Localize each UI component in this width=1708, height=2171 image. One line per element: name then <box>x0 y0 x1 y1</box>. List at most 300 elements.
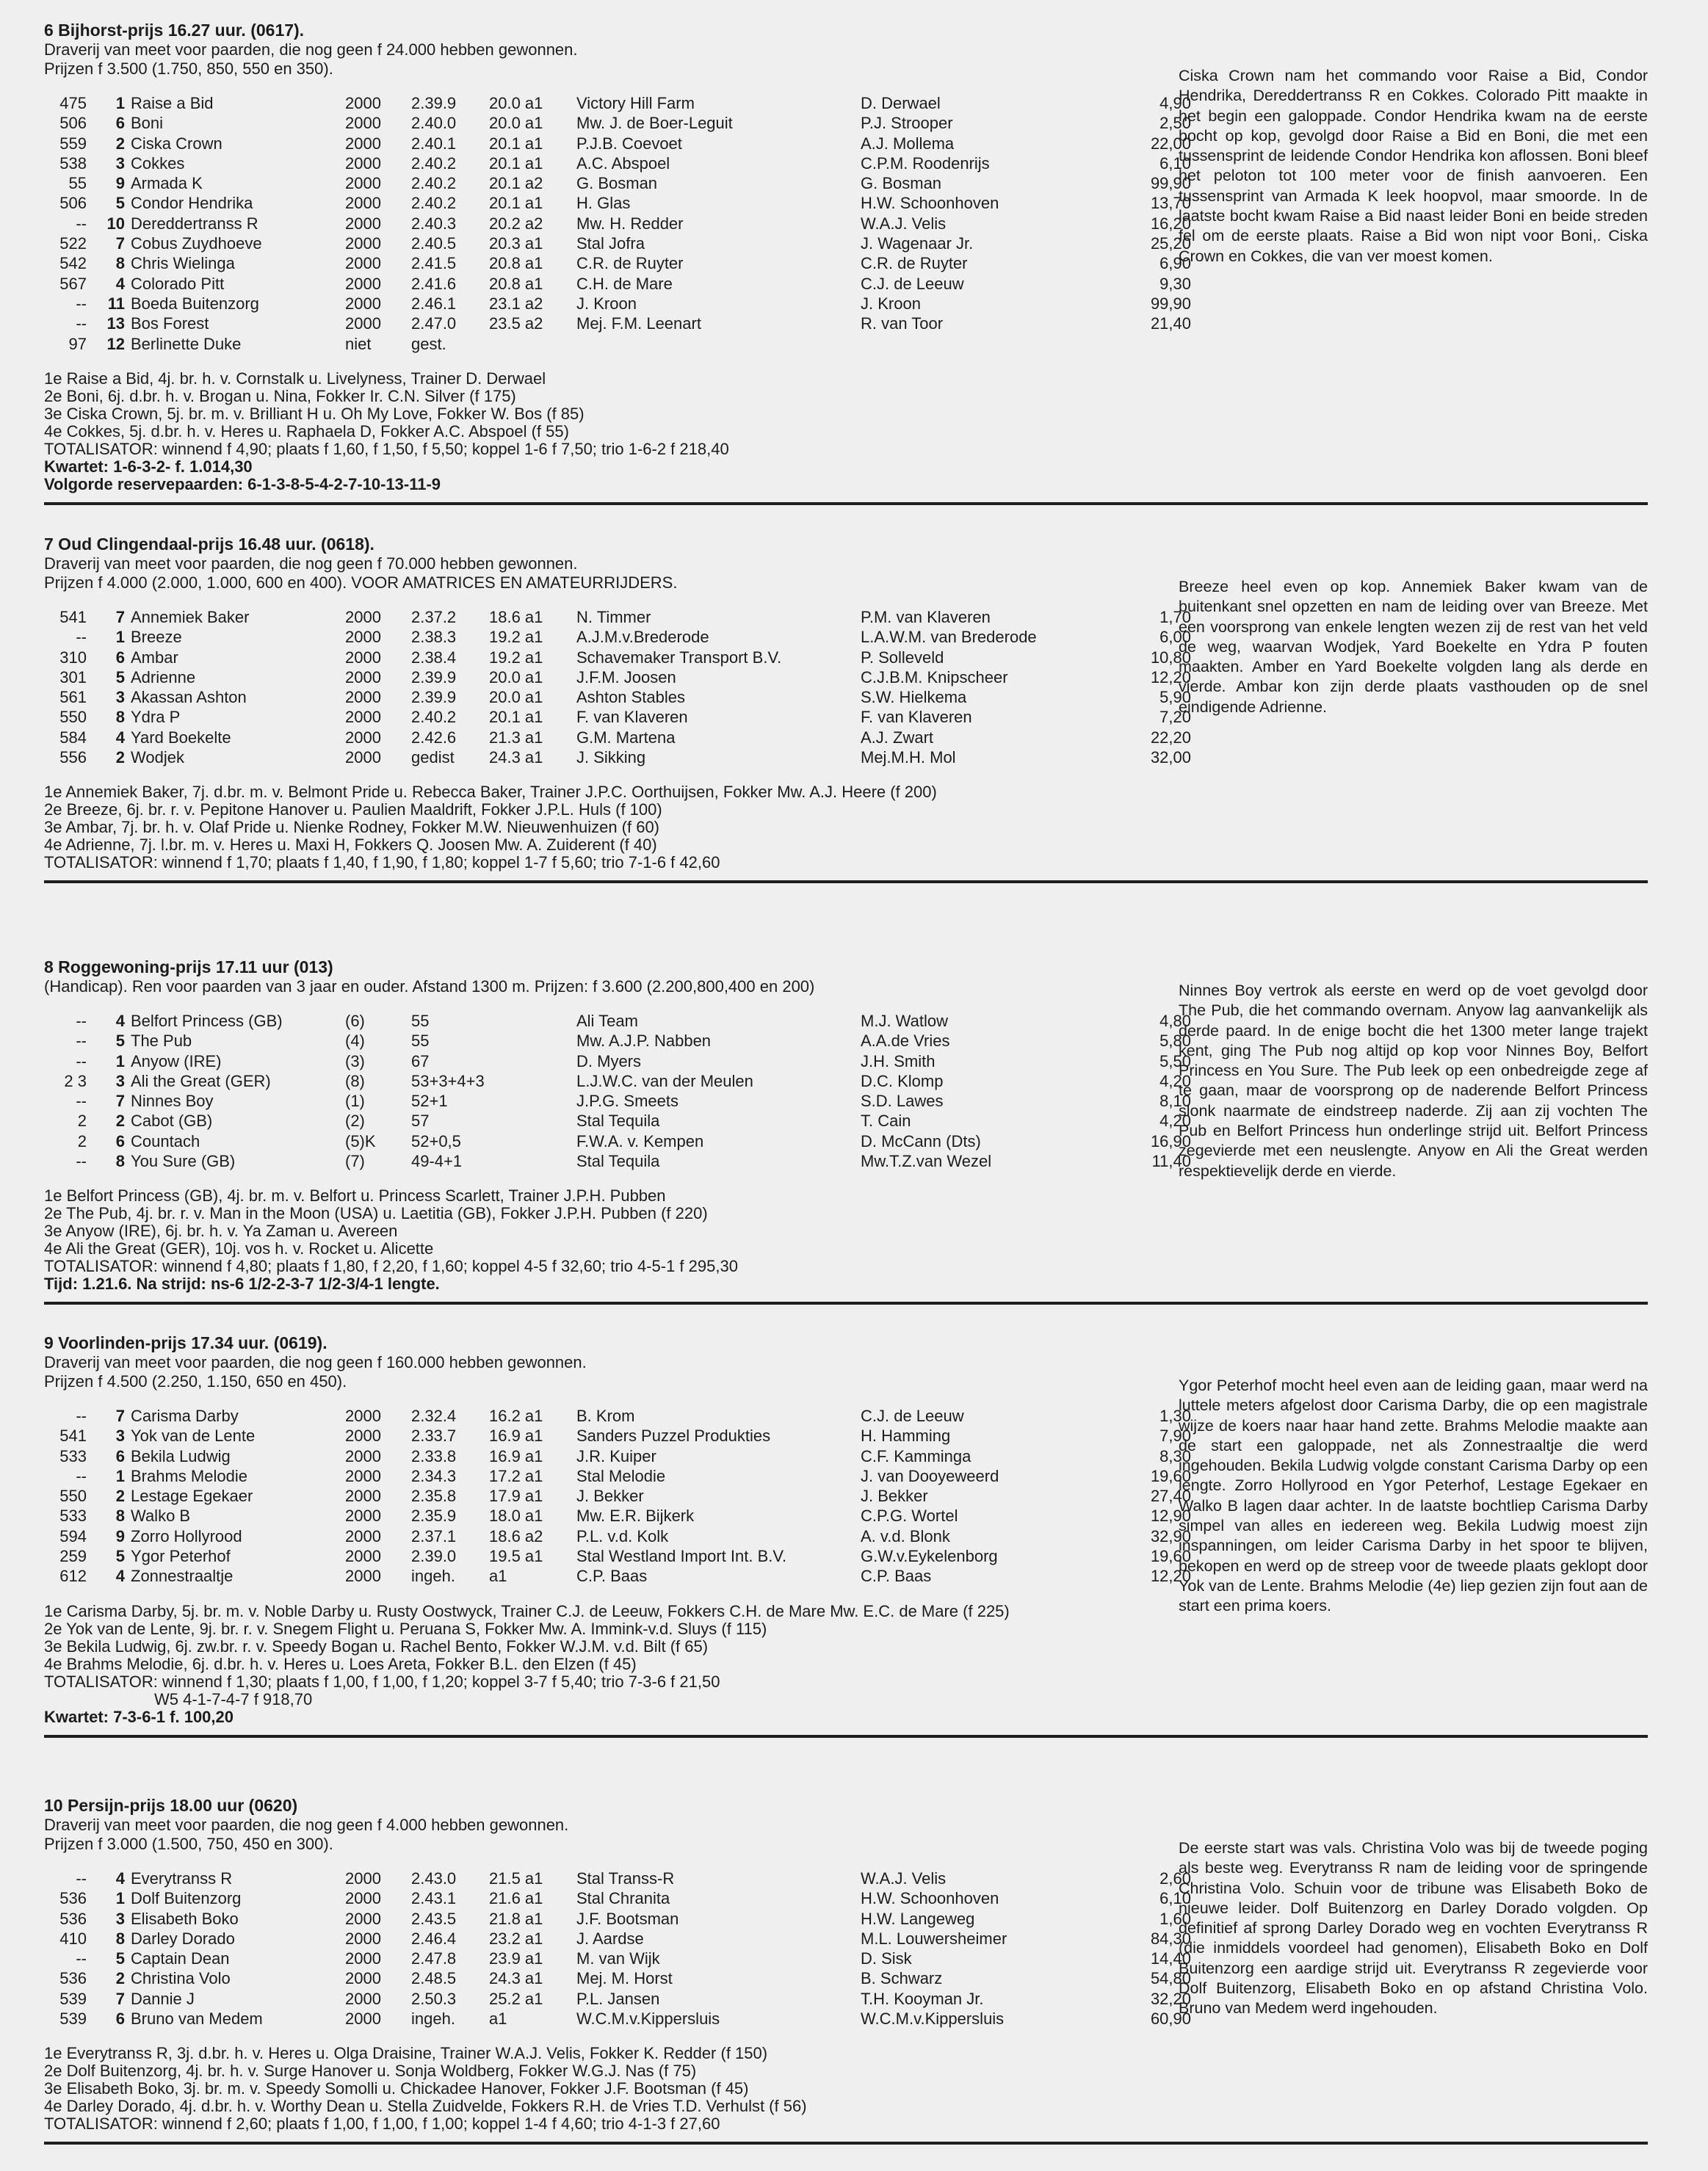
race-title: 8 Roggewoning-prijs 17.11 uur (013) <box>44 957 333 976</box>
cell-num: -- <box>76 1407 87 1425</box>
cell-odds: 5,90 <box>1159 688 1191 707</box>
cell-dist: 2000 <box>345 1487 381 1506</box>
cell-num: -- <box>76 628 87 647</box>
cell-time: ingeh. <box>411 1567 455 1586</box>
cell-odds: 1,30 <box>1159 1407 1191 1425</box>
cell-time: 2.39.0 <box>411 1547 457 1566</box>
cell-nr: 1 <box>115 1889 125 1908</box>
cell-dist: 2000 <box>345 728 381 747</box>
cell-nr: 4 <box>115 274 125 293</box>
cell-horse: Dereddertranss R <box>131 214 258 233</box>
cell-driver: J. Kroon <box>861 294 921 313</box>
cell-num: 259 <box>59 1547 87 1566</box>
cell-horse: Berlinette Duke <box>131 334 242 353</box>
table-row <box>44 334 1648 354</box>
cell-time: 2.43.1 <box>411 1889 457 1908</box>
cell-driver: J.H. Smith <box>861 1051 936 1070</box>
race-section <box>44 954 1648 1305</box>
cell-odds: 10,80 <box>1150 648 1191 667</box>
cell-weight: 49-4+1 <box>411 1152 463 1171</box>
race-section <box>44 1330 1648 1738</box>
cell-time: 2.34.3 <box>411 1466 457 1485</box>
summary-line: 1e Carisma Darby, 5j. br. m. v. Noble Darby u. Rusty Oostwyck, Trainer C.J. de Leeuw, Fokkers C.H. de Mare Mw. E.C. de Mare (f 225) <box>44 1601 1010 1620</box>
cell-horse: Cabot (GB) <box>131 1112 213 1131</box>
cell-nr: 13 <box>106 314 125 333</box>
cell-horse: Anyow (IRE) <box>131 1051 222 1070</box>
cell-driver: Mej.M.H. Mol <box>861 748 956 767</box>
race-conditions: (Handicap). Ren voor paarden van 3 jaar en ouder. Afstand 1300 m. Prijzen: f 3.600 (2.200,800,400 en 200) <box>44 977 815 996</box>
cell-odds: 9,30 <box>1159 274 1191 293</box>
cell-dist: 2000 <box>345 667 381 686</box>
cell-time: gest. <box>411 334 446 353</box>
summary-line: 1e Raise a Bid, 4j. br. h. v. Cornstalk u. Livelyness, Trainer D. Derwael <box>44 369 546 388</box>
cell-nr: 6 <box>115 1131 125 1150</box>
cell-odds: 13,70 <box>1150 194 1191 213</box>
cell-rec: 18.6 a2 <box>489 1526 543 1545</box>
cell-time: 2.35.8 <box>411 1487 457 1506</box>
cell-owner: Stal Tequila <box>576 1152 660 1171</box>
race-result-summary <box>44 783 1648 880</box>
cell-owner: J. Bekker <box>576 1487 644 1506</box>
cell-driver: W.A.J. Velis <box>861 214 947 233</box>
cell-time: 2.39.9 <box>411 94 457 112</box>
cell-rec: 20.1 a1 <box>489 134 543 153</box>
cell-owner: J.P.G. Smeets <box>576 1092 679 1111</box>
cell-num: 612 <box>59 1567 87 1586</box>
cell-rec: 24.3 a1 <box>489 748 543 767</box>
cell-horse: Ninnes Boy <box>131 1092 214 1111</box>
cell-time: 2.40.2 <box>411 174 457 193</box>
cell-num: 533 <box>59 1507 87 1526</box>
cell-horse: Ciska Crown <box>131 134 222 153</box>
cell-nr: 9 <box>115 1526 125 1545</box>
cell-odds: 7,20 <box>1159 708 1191 727</box>
cell-num: 506 <box>59 194 87 213</box>
cell-owner: W.C.M.v.Kippersluis <box>576 2009 720 2029</box>
cell-owner: C.R. de Ruyter <box>576 254 684 273</box>
cell-time: 2.40.2 <box>411 708 457 727</box>
cell-horse: Brahms Melodie <box>131 1466 247 1485</box>
cell-num: -- <box>76 1152 87 1171</box>
cell-horse: Yok van de Lente <box>131 1427 256 1446</box>
cell-driver: S.W. Hielkema <box>861 688 967 707</box>
cell-driver: M.L. Louwersheimer <box>861 1929 1007 1948</box>
summary-line: 3e Elisabeth Boko, 3j. br. m. v. Speedy Somolli u. Chickadee Hanover, Fokker J.F. Bootsman (f 45) <box>44 2079 749 2098</box>
cell-num: 559 <box>59 134 87 153</box>
table-row <box>44 747 1648 767</box>
cell-num: 556 <box>59 748 87 767</box>
cell-horse: Cobus Zuydhoeve <box>131 234 262 253</box>
cell-owner: Mw. J. de Boer-Leguit <box>576 114 733 133</box>
cell-hand: (8) <box>345 1071 365 1090</box>
cell-horse: Ydra P <box>131 708 181 727</box>
cell-driver: G. Bosman <box>861 174 942 193</box>
cell-dist: 2000 <box>345 153 381 173</box>
cell-num: -- <box>76 1949 87 1968</box>
cell-odds: 5,80 <box>1159 1032 1191 1051</box>
cell-odds: 11,40 <box>1151 1152 1191 1171</box>
cell-owner: N. Timmer <box>576 608 651 626</box>
cell-time: ingeh. <box>411 2009 455 2029</box>
summary-line: 3e Ciska Crown, 5j. br. m. v. Brilliant H u. Oh My Love, Fokker W. Bos (f 85) <box>44 404 585 423</box>
cell-driver: C.P. Baas <box>861 1567 932 1586</box>
cell-driver: A.J. Mollema <box>861 134 955 153</box>
race-conditions: Prijzen f 4.500 (2.250, 1.150, 650 en 450). <box>44 1372 347 1391</box>
cell-nr: 5 <box>115 194 125 213</box>
cell-owner: J.F.M. Joosen <box>576 667 676 686</box>
summary-line: Volgorde reservepaarden: 6-1-3-8-5-4-2-7-10-13-11-9 <box>44 474 441 493</box>
cell-rec: 20.1 a1 <box>489 153 543 173</box>
cell-horse: You Sure (GB) <box>131 1152 236 1171</box>
cell-owner: F. van Klaveren <box>576 708 688 727</box>
race-result-summary <box>44 370 1648 502</box>
cell-num: 567 <box>59 274 87 293</box>
cell-owner: J. Sikking <box>576 748 646 767</box>
cell-dist: 2000 <box>345 648 381 667</box>
summary-line: 3e Bekila Ludwig, 6j. zw.br. r. v. Speedy Bogan u. Rachel Bento, Fokker W.J.M. v.d. Bilt (f 65) <box>44 1637 709 1656</box>
summary-line: TOTALISATOR: winnend f 1,70; plaats f 1,40, f 1,90, f 1,80; koppel 1-7 f 5,60; trio 7-1-6 f 42,60 <box>44 853 720 872</box>
cell-num: 550 <box>59 708 87 727</box>
cell-driver: J. Bekker <box>861 1487 928 1506</box>
cell-nr: 6 <box>115 114 125 133</box>
cell-owner: G. Bosman <box>576 174 658 193</box>
cell-driver: C.R. de Ruyter <box>861 254 968 273</box>
cell-nr: 8 <box>115 254 125 273</box>
cell-owner: Victory Hill Farm <box>576 94 695 112</box>
cell-driver: D. McCann (Dts) <box>861 1131 981 1150</box>
cell-time: 2.40.0 <box>411 114 457 133</box>
cell-dist: 2000 <box>345 608 381 626</box>
cell-owner: D. Myers <box>576 1051 641 1070</box>
cell-owner: J. Aardse <box>576 1929 644 1948</box>
cell-odds: 27,40 <box>1150 1487 1191 1506</box>
cell-weight: 67 <box>411 1051 430 1070</box>
cell-nr: 2 <box>115 1112 125 1131</box>
cell-driver: D.C. Klomp <box>861 1071 944 1090</box>
cell-odds: 4,20 <box>1159 1071 1191 1090</box>
cell-horse: Belfort Princess (GB) <box>131 1012 283 1030</box>
cell-dist: 2000 <box>345 1466 381 1485</box>
cell-num: 539 <box>59 1989 87 2008</box>
cell-odds: 8,10 <box>1159 1092 1191 1111</box>
cell-nr: 3 <box>115 1427 125 1446</box>
cell-time: 2.43.5 <box>411 1909 457 1928</box>
cell-dist: 2000 <box>345 1889 381 1908</box>
cell-dist: 2000 <box>345 1989 381 2008</box>
cell-odds: 8,30 <box>1159 1446 1191 1465</box>
cell-horse: Breeze <box>131 628 182 647</box>
race-conditions: Prijzen f 3.000 (1.500, 750, 450 en 300). <box>44 1835 333 1853</box>
summary-line: W5 4-1-7-4-7 f 918,70 <box>154 1689 313 1708</box>
cell-dist: 2000 <box>345 1427 381 1446</box>
cell-nr: 3 <box>115 1909 125 1928</box>
race-conditions: Prijzen f 3.500 (1.750, 850, 550 en 350). <box>44 59 333 78</box>
cell-rec: 17.9 a1 <box>489 1487 543 1506</box>
cell-time: 2.40.1 <box>411 134 457 153</box>
cell-time: 2.37.1 <box>411 1526 457 1545</box>
cell-owner: Stal Jofra <box>576 234 645 253</box>
cell-rec: 20.1 a1 <box>489 708 543 727</box>
race-conditions: Prijzen f 4.000 (2.000, 1.000, 600 en 400). VOOR AMATRICES EN AMATEURRIJDERS. <box>44 573 678 592</box>
race-report: Ninnes Boy vertrok als eerste en werd op de voet gevolgd door The Pub, die het commando overnam. Anyow lag aanvankelijk als derde paard. In de enige bocht die het 1300 meter lange trajekt kent, ging The Pub nog altijd op kop voor Ninnes Boy, Belfort Princess en You Sure. The Pub leek op een onbedreigde zege af te gaan, maar de voorsprong op de naderende Belfort Princess slonk naarmate de eindstreep naderde. Zij aan zij vochten The Pub en Belfort Princess hun onderlinge strijd uit. Belfort Princess zegevierde met een neuslengte. Anyow en Ali the Great werden respektievelijk derde en vierde. <box>1179 982 1648 1180</box>
cell-nr: 4 <box>115 1012 125 1030</box>
race-title: 9 Voorlinden-prijs 17.34 uur. (0619). <box>44 1333 328 1352</box>
cell-horse: Condor Hendrika <box>131 194 253 213</box>
cell-rec: 20.2 a2 <box>489 214 543 233</box>
cell-owner: M. van Wijk <box>576 1949 660 1968</box>
race-result-summary <box>44 1187 1648 1302</box>
cell-dist: 2000 <box>345 748 381 767</box>
cell-owner: Mw. E.R. Bijkerk <box>576 1507 695 1526</box>
cell-horse: Adrienne <box>131 667 196 686</box>
cell-nr: 4 <box>115 728 125 747</box>
cell-time: 2.47.8 <box>411 1949 457 1968</box>
cell-horse: Elisabeth Boko <box>131 1909 239 1928</box>
cell-rec: 19.2 a1 <box>489 628 543 647</box>
cell-odds: 6,10 <box>1159 153 1191 173</box>
summary-line: 4e Cokkes, 5j. d.br. h. v. Heres u. Raphaela D, Fokker A.C. Abspoel (f 55) <box>44 421 569 441</box>
race-title: 10 Persijn-prijs 18.00 uur (0620) <box>44 1796 298 1815</box>
cell-odds: 12,90 <box>1150 1507 1191 1526</box>
cell-odds: 19,60 <box>1150 1466 1191 1485</box>
cell-horse: Dolf Buitenzorg <box>131 1889 242 1908</box>
cell-driver: P.J. Strooper <box>861 114 953 133</box>
cell-owner: J.R. Kuiper <box>576 1446 656 1465</box>
cell-time: 2.33.7 <box>411 1427 457 1446</box>
cell-nr: 6 <box>115 648 125 667</box>
cell-driver: D. Sisk <box>861 1949 912 1968</box>
cell-rec: 19.5 a1 <box>489 1547 543 1566</box>
cell-hand: (6) <box>345 1012 365 1030</box>
cell-dist: 2000 <box>345 1969 381 1988</box>
cell-driver: M.J. Watlow <box>861 1012 948 1030</box>
cell-dist: 2000 <box>345 1869 381 1888</box>
cell-dist: 2000 <box>345 688 381 707</box>
cell-odds: 12,20 <box>1150 1567 1191 1586</box>
cell-driver: J. Wagenaar Jr. <box>861 234 974 253</box>
cell-weight: 52+0,5 <box>411 1131 461 1150</box>
cell-horse: Carisma Darby <box>131 1407 239 1425</box>
cell-horse: Ambar <box>131 648 178 667</box>
summary-line: 4e Ali the Great (GER), 10j. vos h. v. Rocket u. Alicette <box>44 1239 434 1258</box>
cell-num: -- <box>76 214 87 233</box>
cell-odds: 32,20 <box>1150 1989 1191 2008</box>
cell-nr: 6 <box>115 1446 125 1465</box>
cell-dist: niet <box>345 334 372 353</box>
cell-driver: A.J. Zwart <box>861 728 934 747</box>
cell-owner: Mej. F.M. Leenart <box>576 314 701 333</box>
table-row <box>44 294 1648 313</box>
cell-owner: L.J.W.C. van der Meulen <box>576 1071 753 1090</box>
cell-driver: C.P.G. Wortel <box>861 1507 958 1526</box>
cell-owner: J. Kroon <box>576 294 637 313</box>
cell-driver: C.J. de Leeuw <box>861 1407 964 1425</box>
cell-odds: 32,90 <box>1150 1526 1191 1545</box>
cell-horse: Ygor Peterhof <box>131 1547 231 1566</box>
cell-weight: 55 <box>411 1012 430 1030</box>
cell-horse: Dannie J <box>131 1989 195 2008</box>
cell-nr: 12 <box>106 334 125 353</box>
cell-num: 533 <box>59 1446 87 1465</box>
cell-horse: Captain Dean <box>131 1949 230 1968</box>
cell-nr: 6 <box>115 2009 125 2029</box>
cell-driver: H. Hamming <box>861 1427 951 1446</box>
cell-hand: (1) <box>345 1092 365 1111</box>
cell-odds: 5,50 <box>1159 1051 1191 1070</box>
cell-owner: P.J.B. Coevoet <box>576 134 682 153</box>
cell-owner: F.W.A. v. Kempen <box>576 1131 704 1150</box>
cell-driver: D. Derwael <box>861 94 941 112</box>
cell-num: -- <box>76 1869 87 1888</box>
cell-horse: Chris Wielinga <box>131 254 235 273</box>
cell-rec: a1 <box>489 2009 507 2029</box>
cell-num: 522 <box>59 234 87 253</box>
summary-line: 3e Ambar, 7j. br. h. v. Olaf Pride u. Nienke Rodney, Fokker M.W. Nieuwenhuizen (f 60) <box>44 818 660 837</box>
cell-nr: 2 <box>115 748 125 767</box>
cell-dist: 2000 <box>345 94 381 112</box>
cell-dist: 2000 <box>345 628 381 647</box>
cell-owner: Mej. M. Horst <box>576 1969 673 1988</box>
cell-nr: 5 <box>115 1032 125 1051</box>
cell-driver: A. v.d. Blonk <box>861 1526 950 1545</box>
cell-num: 536 <box>59 1889 87 1908</box>
cell-horse: Ali the Great (GER) <box>131 1071 271 1090</box>
cell-driver: C.F. Kamminga <box>861 1446 971 1465</box>
table-row <box>44 274 1648 294</box>
summary-line: 4e Adrienne, 7j. l.br. m. v. Heres u. Maxi H, Fokkers Q. Joosen Mw. A. Zuiderent (f 40) <box>44 836 657 855</box>
cell-owner: H. Glas <box>576 194 631 213</box>
cell-num: -- <box>76 314 87 333</box>
cell-dist: 2000 <box>345 234 381 253</box>
summary-line: 4e Darley Dorado, 4j. d.br. h. v. Worthy Dean u. Stella Zuidvelde, Fokkers R.H. de Vries T.D. Verhulst (f 56) <box>44 2097 807 2116</box>
cell-nr: 1 <box>115 1051 125 1070</box>
cell-dist: 2000 <box>345 314 381 333</box>
cell-nr: 7 <box>115 1407 125 1425</box>
cell-dist: 2000 <box>345 294 381 313</box>
cell-num: 410 <box>59 1929 87 1948</box>
cell-rec: 20.0 a1 <box>489 688 543 707</box>
race-report: De eerste start was vals. Christina Volo was bij de tweede poging als beste weg. Everytranss R nam de leiding voor de springende Christina Volo. Schuin voor de tribune was Elisabeth Boko de nieuwe leider. Dolf Buitenzorg en Darley Dorado volgden. Op definitief af sprong Darley Dorado weg en vochten Everytranss R (die inmiddels voordeel had genomen), Elisabeth Boko en Dolf Buitenzorg een aardige strijd uit. Everytranss R zegevierde voor Dolf Buitenzorg, Elisabeth Boko en op afstand Christina Volo. Bruno van Medem werd ingehouden. <box>1179 1839 1648 2018</box>
cell-rec: 23.9 a1 <box>489 1949 543 1968</box>
cell-num: -- <box>76 1032 87 1051</box>
cell-owner: A.C. Abspoel <box>576 153 670 173</box>
race-report: Ygor Peterhof mocht heel even aan de leiding gaan, maar werd na luttele meters afgelost door Carisma Darby, die op een magistrale wijze de koers naar haar hand zette. Brahms Melodie maakte aan de start een galoppade, net als Zonnestraaltje die werd ingehouden. Bekila Ludwig volgde constant Carisma Darby op een lengte. Zorro Hollyrood en Ygor Peterhof, Lestage Egekaer en Walko B lagen daar achter. In de laatste bochtliep Carisma Darby simpel van alles en iedereen weg. Bekila Ludwig moest zijn inspanningen, om leider Carisma Darby in het spoor te blijven, bekopen en werd op de streep voor de tweede plaats geklopt door Yok van de Lente. Brahms Melodie (4e) liep gezien zijn fout aan de start een prima koers. <box>1179 1377 1648 1615</box>
cell-time: 2.42.6 <box>411 728 457 747</box>
cell-owner: Mw. A.J.P. Nabben <box>576 1032 712 1051</box>
cell-weight: 55 <box>411 1032 430 1051</box>
cell-dist: 2000 <box>345 1909 381 1928</box>
cell-rec: 16.9 a1 <box>489 1446 543 1465</box>
cell-num: -- <box>76 1092 87 1111</box>
cell-horse: Boeda Buitenzorg <box>131 294 259 313</box>
cell-driver: L.A.W.M. van Brederode <box>861 628 1037 647</box>
cell-rec: 20.8 a1 <box>489 254 543 273</box>
cell-num: 550 <box>59 1487 87 1506</box>
cell-horse: Walko B <box>131 1507 191 1526</box>
cell-nr: 2 <box>115 1487 125 1506</box>
cell-odds: 21,40 <box>1150 314 1191 333</box>
cell-rec: 16.2 a1 <box>489 1407 543 1425</box>
cell-dist: 2000 <box>345 1929 381 1948</box>
cell-num: 301 <box>59 667 87 686</box>
cell-dist: 2000 <box>345 114 381 133</box>
cell-hand: (4) <box>345 1032 365 1051</box>
cell-driver: J. van Dooyeweerd <box>861 1466 999 1485</box>
cell-rec: 23.1 a2 <box>489 294 543 313</box>
cell-odds: 22,20 <box>1150 728 1191 747</box>
cell-rec: 24.3 a1 <box>489 1969 543 1988</box>
cell-odds: 12,20 <box>1150 667 1191 686</box>
cell-num: 541 <box>59 1427 87 1446</box>
cell-rec: 18.6 a1 <box>489 608 543 626</box>
cell-time: 2.38.4 <box>411 648 457 667</box>
cell-dist: 2000 <box>345 254 381 273</box>
cell-odds: 7,90 <box>1159 1427 1191 1446</box>
cell-num: 475 <box>59 94 87 112</box>
cell-nr: 4 <box>115 1869 125 1888</box>
cell-odds: 16,90 <box>1150 1131 1191 1150</box>
cell-num: 2 <box>77 1112 87 1131</box>
cell-owner: Schavemaker Transport B.V. <box>576 648 782 667</box>
cell-owner: Mw. H. Redder <box>576 214 684 233</box>
cell-time: 2.39.9 <box>411 667 457 686</box>
cell-num: 2 <box>77 1131 87 1150</box>
cell-horse: Zorro Hollyrood <box>131 1526 242 1545</box>
cell-odds: 16,20 <box>1150 214 1191 233</box>
cell-driver: H.W. Schoonhoven <box>861 1889 999 1908</box>
summary-line: TOTALISATOR: winnend f 1,30; plaats f 1,00, f 1,00, f 1,20; koppel 3-7 f 5,40; trio 7-3-6 f 21,50 <box>44 1672 720 1691</box>
cell-owner: Sanders Puzzel Produkties <box>576 1427 771 1446</box>
cell-hand: (2) <box>345 1112 365 1131</box>
race-title: 7 Oud Clingendaal-prijs 16.48 uur. (0618). <box>44 534 374 554</box>
cell-rec: 21.5 a1 <box>489 1869 543 1888</box>
summary-line: 2e The Pub, 4j. br. r. v. Man in the Moon (USA) u. Laetitia (GB), Fokker J.P.H. Pubben (f 220) <box>44 1204 708 1223</box>
cell-num: 539 <box>59 2009 87 2029</box>
cell-driver: P. Solleveld <box>861 648 944 667</box>
cell-rec: 16.9 a1 <box>489 1427 543 1446</box>
cell-time: 2.35.9 <box>411 1507 457 1526</box>
cell-rec: 18.0 a1 <box>489 1507 543 1526</box>
cell-num: 2 3 <box>64 1071 87 1090</box>
cell-time: 2.40.5 <box>411 234 457 253</box>
cell-horse: Darley Dorado <box>131 1929 235 1948</box>
cell-nr: 3 <box>115 1071 125 1090</box>
cell-horse: Bruno van Medem <box>131 2009 263 2029</box>
cell-num: -- <box>76 1466 87 1485</box>
cell-driver: C.J.B.M. Knipscheer <box>861 667 1008 686</box>
cell-horse: Christina Volo <box>131 1969 231 1988</box>
cell-dist: 2000 <box>345 1446 381 1465</box>
cell-horse: Wodjek <box>131 748 184 767</box>
cell-dist: 2000 <box>345 1567 381 1586</box>
summary-line: 3e Anyow (IRE), 6j. br. h. v. Ya Zaman u. Avereen <box>44 1222 398 1241</box>
race-conditions: Draverij van meet voor paarden, die nog geen f 160.000 hebben gewonnen. <box>44 1353 587 1371</box>
cell-driver: G.W.v.Eykelenborg <box>861 1547 998 1566</box>
cell-time: 2.41.6 <box>411 274 457 293</box>
cell-num: 536 <box>59 1909 87 1928</box>
cell-nr: 8 <box>115 1152 125 1171</box>
cell-driver: H.W. Langeweg <box>861 1909 975 1928</box>
race-conditions: Draverij van meet voor paarden, die nog geen f 4.000 hebben gewonnen. <box>44 1816 569 1834</box>
cell-dist: 2000 <box>345 1949 381 1968</box>
cell-driver: B. Schwarz <box>861 1969 943 1988</box>
cell-owner: P.L. v.d. Kolk <box>576 1526 669 1545</box>
cell-driver: R. van Toor <box>861 314 944 333</box>
race-section <box>44 1793 1648 2145</box>
cell-owner: C.H. de Mare <box>576 274 673 293</box>
cell-driver: T.H. Kooyman Jr. <box>861 1989 984 2008</box>
cell-owner: Stal Westland Import Int. B.V. <box>576 1547 787 1566</box>
